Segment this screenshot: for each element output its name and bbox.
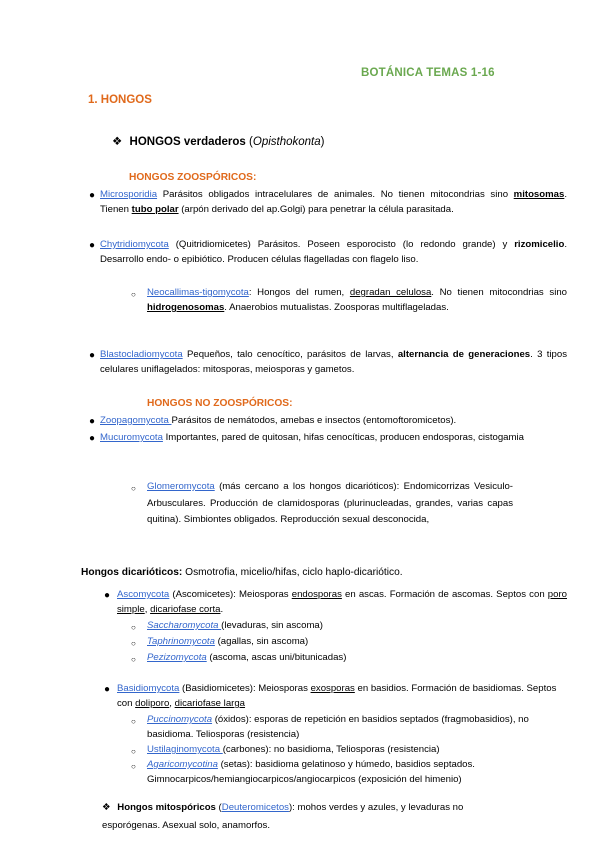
taphrinomycota-item: Taphrinomycota (agallas, sin ascoma): [147, 636, 309, 647]
mitosporicos-item: ❖ Hongos mitospóricos (Deuteromicetos): mohos verdes y azules, y levaduras no esporógenas. Asexual solo, anamorfos.: [102, 802, 464, 831]
agaricomycotina-link[interactable]: Agaricomycotina: [147, 759, 218, 770]
circle-bullet-icon: ○: [131, 717, 136, 726]
circle-bullet-icon: ○: [131, 484, 136, 493]
ascomycota-link[interactable]: Ascomycota: [117, 589, 170, 600]
circle-bullet-icon: ○: [131, 639, 136, 648]
saccharomycota-item: Saccharomycota (levaduras, sin ascoma): [147, 620, 323, 631]
circle-bullet-icon: ○: [131, 762, 136, 771]
microsporidia-item: Microsporidia Parásitos obligados intracelulares de animales. No tienen mitocondrias sino mitosomas. Tienen tubo polar (arpón derivado del ap.Golgi) para penetrar la célula parasitada.: [100, 189, 567, 215]
bullet-icon: ●: [89, 416, 96, 427]
basidiomycota-item: Basidiomycota (Basidiomicetes): Meiosporas exosporas en basidios. Formación de basidiomas. Septos con doliporo, dicariofase larga: [117, 683, 557, 709]
pezizomycota-link[interactable]: Pezizomycota: [147, 652, 207, 663]
bullet-icon: ●: [89, 433, 96, 444]
bullet-icon: ●: [104, 684, 111, 695]
ustilaginomycota-item: Ustilaginomycota (carbones): no basidioma, Teliosporas (resistencia): [147, 744, 440, 755]
mucuromycota-item: Mucuromycota Importantes, pared de quitosan, hifas cenocíticas, producen endosporas, cistogamia: [100, 432, 524, 443]
diamond-bullet-icon: ❖: [102, 802, 111, 813]
chytridiomycota-item: Chytridiomycota (Quitridiomicetes) Parásitos. Poseen esporocisto (lo redondo grande) y rizomicelio. Desarrollo endo- o epibiótico. Producen células flagelladas con flagelo liso.: [100, 239, 567, 265]
section-heading: 1. HONGOS: [88, 94, 152, 106]
bullet-icon: ●: [89, 240, 96, 251]
glomeromycota-item: Glomeromycota (más cercano a los hongos dicarióticos): Endomicorrizas Vesiculo-Arbusculares. Producción de clamidosporas (plurinucleadas, grandes, varias capas quitina). Simbiontes obligados. Reproducción sexual desconocida,: [147, 481, 513, 525]
neocallimastigomycota-item: Neocallimas-tigomycota: Hongos del rumen, degradan celulosa. No tienen mitocondrias sino hidrogenosomas. Anaerobios mutualistas. Zoosporas multiflageladas.: [147, 287, 567, 313]
nozoo-heading: HONGOS NO ZOOSPÓRICOS:: [147, 398, 293, 409]
puccinomycota-item: Puccinomycota (óxidos): esporas de repetición en basidios septados (fragmobasidios), no basidioma. Teliosporas (resistencia): [147, 714, 529, 740]
bullet-icon: ●: [104, 590, 111, 601]
circle-bullet-icon: ○: [131, 747, 136, 756]
circle-bullet-icon: ○: [131, 655, 136, 664]
agaricomycotina-item: Agaricomycotina (setas): basidioma gelatinoso y húmedo, basidios septados. Gimnocarpicos/hemiangiocarpicos/angiocarpicos (exposición del himenio): [147, 759, 475, 785]
circle-bullet-icon: ○: [131, 290, 136, 299]
deuteromicetos-link[interactable]: Deuteromicetos: [221, 802, 289, 813]
page-title: BOTÁNICA TEMAS 1-16: [361, 67, 495, 79]
ascomycota-item: Ascomycota (Ascomicetes): Meiosporas endosporas en ascas. Formación de ascomas. Septos con poro simple, dicariofase corta.: [117, 589, 567, 615]
bullet-icon: ●: [89, 350, 96, 361]
taphrinomycota-link[interactable]: Taphrinomycota: [147, 636, 215, 647]
ustilaginomycota-link[interactable]: Ustilaginomycota: [147, 744, 223, 755]
mucuromycota-link[interactable]: Mucuromycota: [100, 432, 163, 443]
neocallimastigomycota-link[interactable]: Neocallimas-tigomycota: [147, 287, 249, 298]
chytridiomycota-link[interactable]: Chytridiomycota: [100, 239, 169, 250]
pezizomycota-item: Pezizomycota (ascoma, ascas uni/bitunicadas): [147, 652, 347, 663]
basidiomycota-link[interactable]: Basidiomycota: [117, 683, 180, 694]
blastocladiomycota-link[interactable]: Blastocladiomycota: [100, 349, 183, 360]
dicarioticos-line: Hongos dicarióticos: Osmotrofia, micelio/hifas, ciclo haplo-dicariótico.: [81, 567, 403, 578]
bullet-icon: ●: [89, 190, 96, 201]
puccinomycota-link[interactable]: Puccinomycota: [147, 714, 213, 725]
zoo-heading: HONGOS ZOOSPÓRICOS:: [129, 172, 257, 183]
blastocladiomycota-item: Blastocladiomycota Pequeños, talo cenocítico, parásitos de larvas, alternancia de generaciones. 3 tipos celulares uniflagelados: mitosporas, meiosporas y gametos.: [100, 349, 567, 375]
zoopagomycota-link[interactable]: Zoopagomycota: [100, 415, 172, 426]
diamond-bullet-icon: ❖: [112, 136, 123, 148]
glomeromycota-link[interactable]: Glomeromycota: [147, 481, 215, 492]
zoopagomycota-item: Zoopagomycota Parásitos de nemátodos, amebas e insectos (entomoftoromicetos).: [100, 415, 457, 426]
circle-bullet-icon: ○: [131, 623, 136, 632]
verdaderos-heading: ❖ HONGOS verdaderos (Opisthokonta): [112, 136, 325, 148]
microsporidia-link[interactable]: Microsporidia: [100, 189, 158, 200]
saccharomycota-link[interactable]: Saccharomycota: [147, 620, 222, 631]
